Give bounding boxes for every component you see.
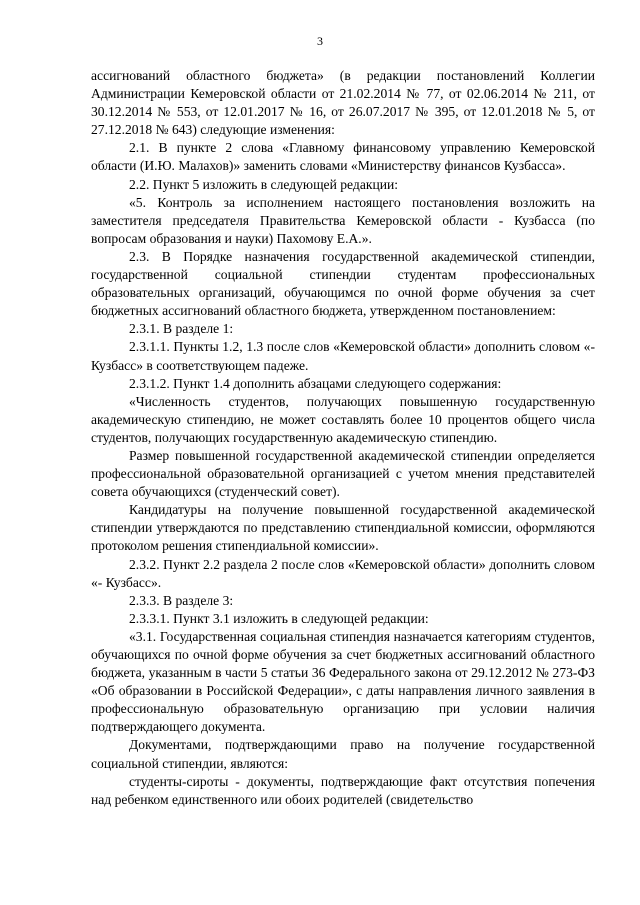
- paragraph: Размер повышенной государственной академической стипендии определяется профессиональной образовательной организацией с учетом мнения представителей совета обучающихся (студенческий совет).: [91, 447, 595, 500]
- paragraph: 2.3.3.1. Пункт 3.1 изложить в следующей редакции:: [129, 610, 429, 626]
- paragraph: 2.3.2. Пункт 2.2 раздела 2 после слов «Кемеровской области» дополнить словом «- Кузбасс».: [91, 556, 595, 590]
- paragraph: 2.3.1.1. Пункты 1.2, 1.3 после слов «Кемеровской области» дополнить словом «- Кузбасс» в соответствующем падеже.: [91, 339, 595, 373]
- paragraph: «5. Контроль за исполнением настоящего постановления возложить на заместителя председателя Правительства Кемеровской области - Кузбасса (по вопросам образования и науки) Пахомову Е.А.».: [91, 194, 595, 246]
- paragraph: ассигнований областного бюджета» (в редакции постановлений Коллегии Администрации Кемеровской области от 21.02.2014 № 77, от 02.06.2014 № 211, от 30.12.2014 № 553, от 12.01.2017 № 16, от 26.07.2017 № 395, от 12.01.2018 № 5, от 27.12.2018 № 643) следующие изменения:: [91, 68, 595, 138]
- paragraph: 2.3. В Порядке назначения государственной академической стипендии, государственной социальной стипендии студентам профессиональных образовательных организаций, обучающимся по очной форме обучения за счет бюджетных ассигнований областного бюджета, утвержденном постановлением:: [91, 248, 595, 319]
- paragraph: студенты-сироты - документы, подтверждающие факт отсутствия попечения над ребенком единственного или обоих родителей (свидетельство: [91, 773, 595, 807]
- document-body: [91, 67, 595, 809]
- paragraph: «3.1. Государственная социальная стипендия назначается категориям студентов, обучающихся по очной форме обучения за счет бюджетных ассигнований областного бюджета, указанным в части 5 статьи 36 Федерального закона от 29.12.2012 № 273-ФЗ «Об образовании в Российской Федерации», с даты направления личного заявления в профессиональную образовательную организацию при условии наличия подтверждающего документа.: [91, 628, 595, 735]
- paragraph: 2.2. Пункт 5 изложить в следующей редакции:: [129, 176, 399, 192]
- page-number: 3: [317, 34, 323, 48]
- paragraph: Кандидатуры на получение повышенной государственной академической стипендии утверждаются по представлению стипендиальной комиссии, оформляются протоколом решения стипендиальной комиссии».: [91, 502, 595, 554]
- paragraph: 2.3.1.2. Пункт 1.4 дополнить абзацами следующего содержания:: [129, 375, 502, 391]
- paragraph: 2.3.1. В разделе 1:: [129, 321, 234, 337]
- paragraph: 2.1. В пункте 2 слова «Главному финансовому управлению Кемеровской области (И.Ю. Малахов)» заменить словами «Министерству финансов Кузбасса».: [91, 140, 595, 174]
- paragraph: 2.3.3. В разделе 3:: [129, 592, 234, 608]
- paragraph: «Численность студентов, получающих повышенную государственную академическую стипендию, не может составлять более 10 процентов общего числа студентов, получающих государственную академическую стипендию.: [91, 393, 595, 445]
- paragraph: Документами, подтверждающими право на получение государственной социальной стипендии, являются:: [91, 737, 595, 771]
